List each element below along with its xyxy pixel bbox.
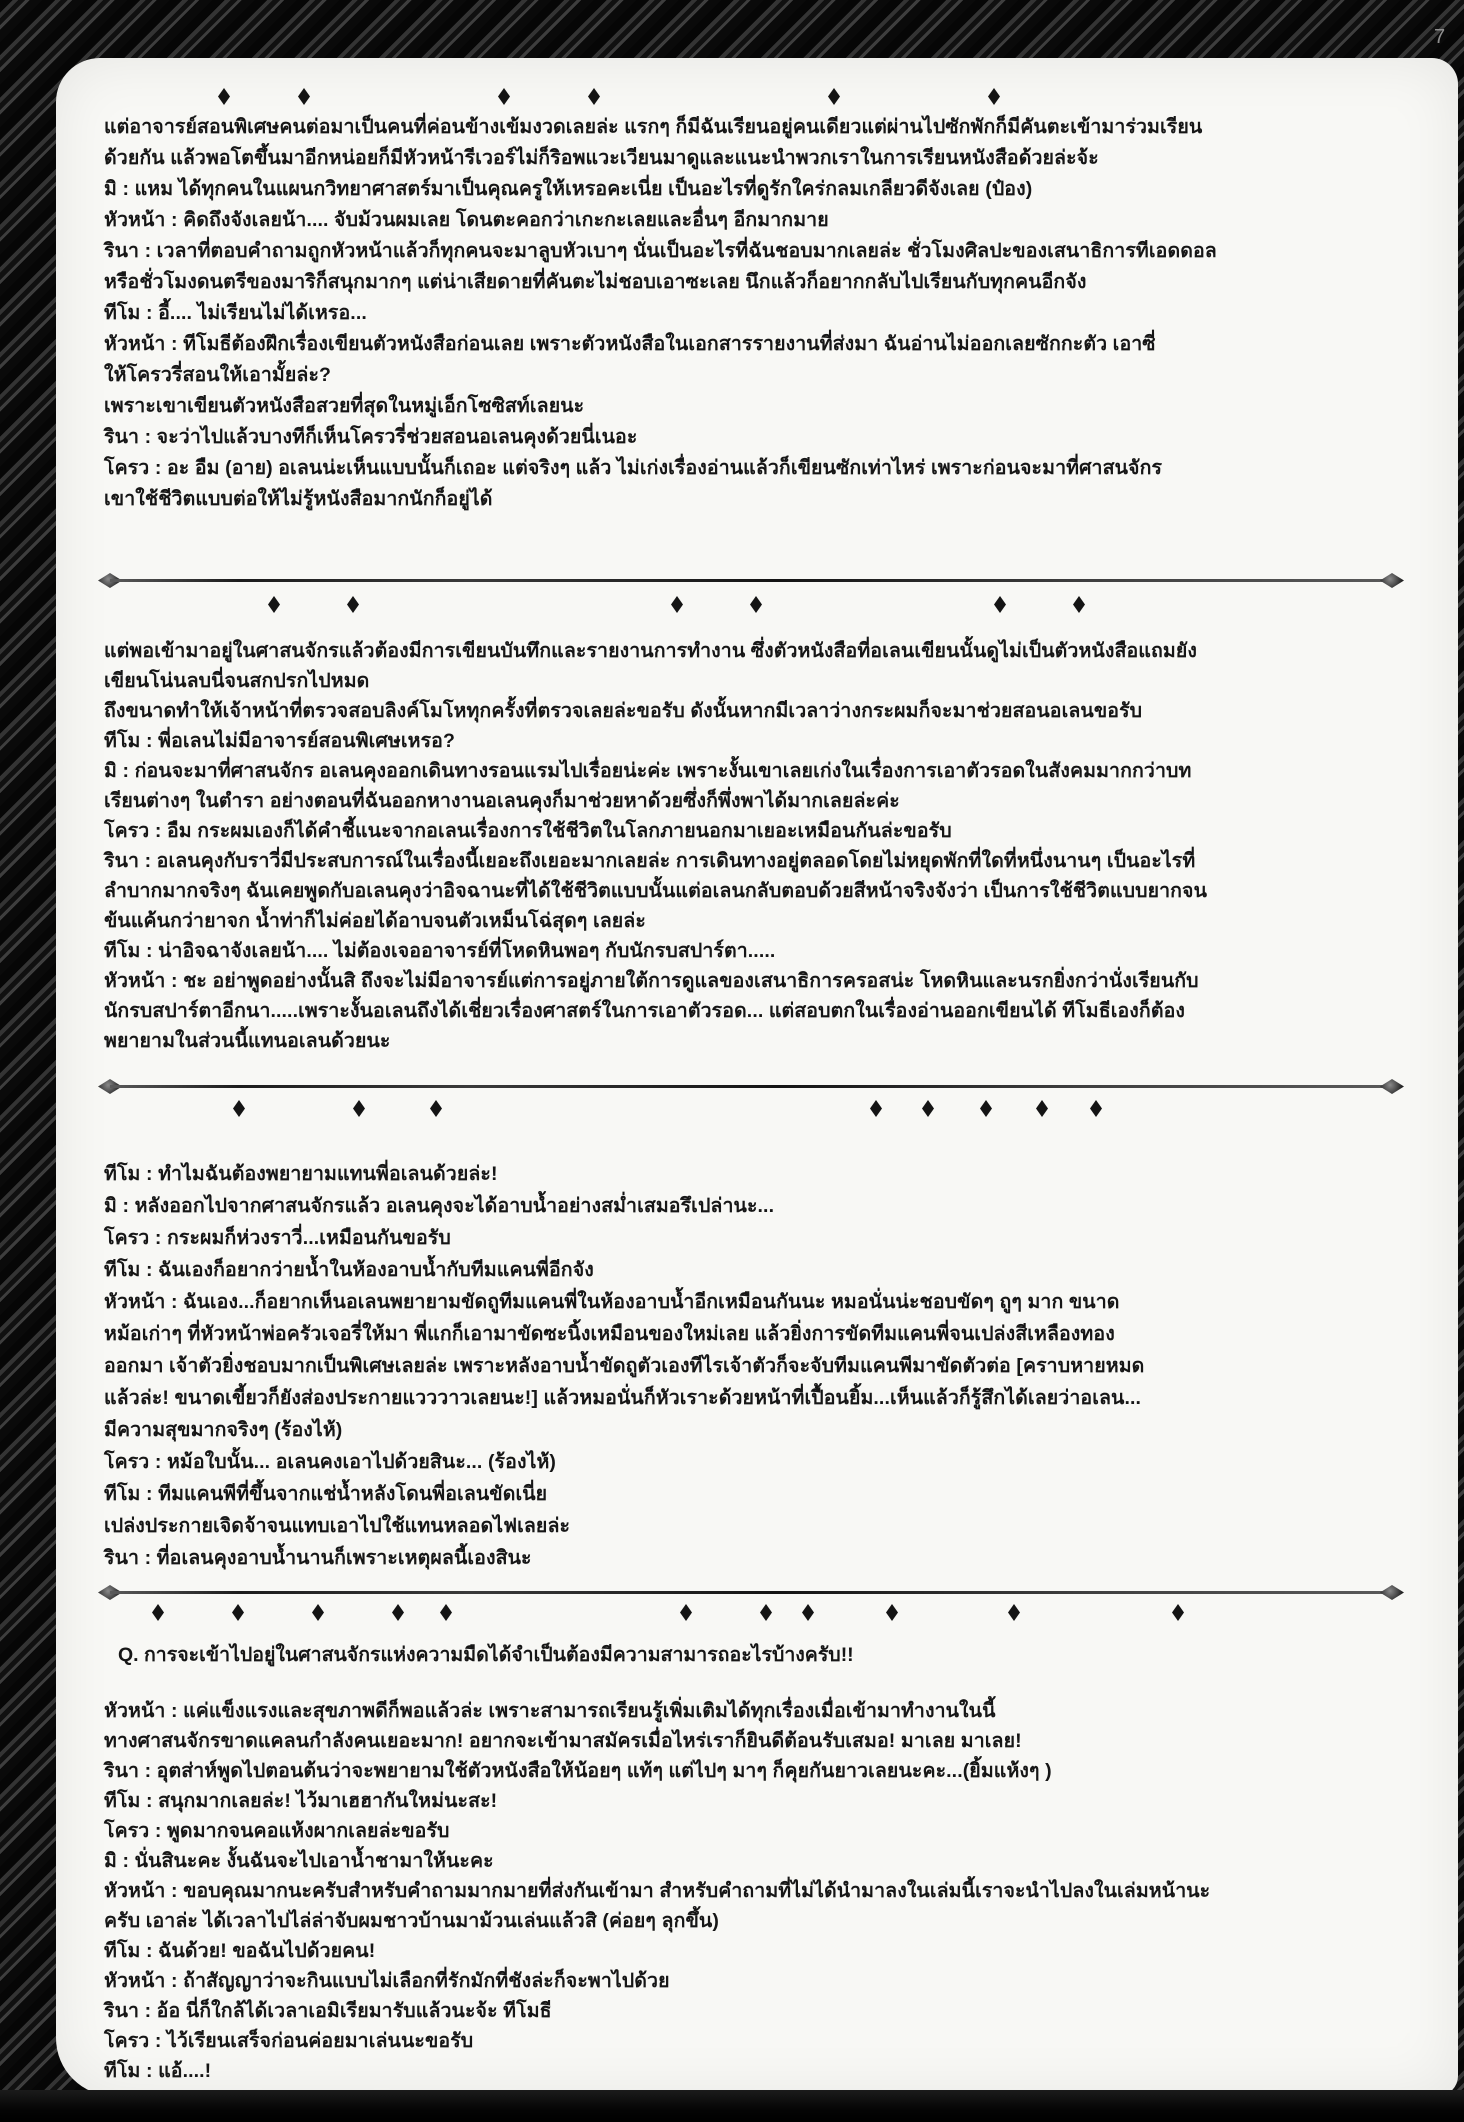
dialog-line: มิ : นั่นสินะคะ งั้นฉันจะไปเอาน้ำชามาให้นะคะ [104, 1850, 494, 1872]
dialog-line: ครับ เอาล่ะ ได้เวลาไปไล่ล่าจับผมชาวบ้านมาม้วนเล่นแล้วสิ (ค่อยๆ ลุกขึ้น) [104, 1910, 719, 1932]
diamond-icon [498, 88, 510, 105]
diamond-icon [994, 596, 1006, 613]
divider-line [110, 1085, 1392, 1088]
dialog-line: แล้วล่ะ! ขนาดเขี้ยวก็ยังส่องประกายแวววาวเลยนะ!] แล้วหมอนั่นก็หัวเราะด้วยหน้าที่เปื้อนยิ้ม...เห็นแล้วก็รู้สึกได้เลยว่าอเลน... [104, 1387, 1141, 1409]
dialog-line: แต่พอเข้ามาอยู่ในศาสนจักรแล้วต้องมีการเขียนบันทึกและรายงานการทำงาน ซึ่งตัวหนังสือที่อเลนเขียนนั้นดูไม่เป็นตัวหนังสือแถมยัง [104, 640, 1197, 662]
dialog-section-2 [104, 636, 1414, 1056]
dialog-section-3 [104, 1158, 1414, 1574]
dialog-line: โครว : อืม กระผมเองก็ได้คำชี้แนะจากอเลนเรื่องการใช้ชีวิตในโลกภายนอกมาเยอะเหมือนกันล่ะขอรับ [104, 820, 952, 842]
dialog-line: มีความสุขมากจริงๆ (ร้องไห้) [104, 1419, 343, 1441]
diamond-row [56, 88, 1458, 106]
dialog-line: ทีโม : ทีมแคนพีที่ขึ้นจากแช่น้ำหลังโดนพี่อเลนขัดเนี่ย [104, 1483, 548, 1505]
dialog-line: รินา : อ้อ นี่ก็ใกล้ได้เวลาเอมิเรียมารับแล้วนะจ้ะ ทีโมธี [104, 2000, 552, 2022]
dialog-line: ทางศาสนจักรขาดแคลนกำลังคนเยอะมาก! อยากจะเข้ามาสมัครเมื่อไหร่เราก็ยินดีต้อนรับเสมอ! มาเลย มาเลย! [104, 1730, 1022, 1752]
diamond-icon [680, 1604, 692, 1621]
diamond-icon [870, 1100, 882, 1117]
diamond-icon [347, 596, 359, 613]
divider-end-icon [1380, 573, 1404, 588]
diamond-row [56, 1100, 1458, 1118]
diamond-icon [760, 1604, 772, 1621]
dialog-line: โครว : กระผมก็ห่วงราวี่...เหมือนกันขอรับ [104, 1227, 451, 1249]
dialog-line: โครว : พูดมากจนคอแห้งผากเลยล่ะขอรับ [104, 1820, 450, 1842]
diamond-icon [671, 596, 683, 613]
dialog-section-1 [104, 112, 1414, 515]
diamond-icon [218, 88, 230, 105]
dialog-section-4 [104, 1640, 1414, 2086]
dialog-line: หัวหน้า : แค่แข็งแรงและสุขภาพดีก็พอแล้วล่ะ เพราะสามารถเรียนรู้เพิ่มเติมได้ทุกเรื่องเมื่อเข้ามาทำงานในนี้ [104, 1700, 996, 1722]
diamond-row [56, 1604, 1458, 1622]
dialog-line: หัวหน้า : ฉันเอง...ก็อยากเห็นอเลนพยายามขัดถูทีมแคนพี่ในห้องอาบน้ำอีกเหมือนกันนะ หมอนั่นน่ะชอบขัดๆ ถูๆ มาก ขนาด [104, 1291, 1120, 1313]
dialog-line: ทีโม : อี้.... ไม่เรียนไม่ได้เหรอ... [104, 302, 367, 324]
dialog-line: โครว : อะ อืม (อาย) อเลนน่ะเห็นแบบนั้นก็เถอะ แต่จริงๆ แล้ว ไม่เก่งเรื่องอ่านแล้วก็เขียนซักเท่าไหร่ เพราะก่อนจะมาที่ศาสนจักร [104, 457, 1163, 479]
dialog-line: รินา : ที่อเลนคุงอาบน้ำนานก็เพราะเหตุผลนี้เองสินะ [104, 1547, 532, 1569]
bottom-edge-bar [0, 2090, 1464, 2122]
dialog-line: ทีโม : ฉันเองก็อยากว่ายน้ำในห้องอาบน้ำกับทีมแคนพี่อีกจัง [104, 1259, 594, 1281]
dialog-line: หัวหน้า : ถ้าสัญญาว่าจะกินแบบไม่เลือกที่รักมักที่ชังล่ะก็จะพาไปด้วย [104, 1970, 670, 1992]
page-panel [56, 58, 1458, 2096]
dialog-line: รินา : อุตส่าห์พูดไปตอนต้นว่าจะพยายามใช้ตัวหนังสือให้น้อยๆ แท้ๆ แต่ไปๆ มาๆ ก็คุยกันยาวเลยนะคะ...(ยิ้มแห้งๆ ) [104, 1760, 1052, 1782]
dialog-line: หัวหน้า : ทีโมธีต้องฝึกเรื่องเขียนตัวหนังสือก่อนเลย เพราะตัวหนังสือในเอกสารรายงานที่ส่งมา ฉันอ่านไม่ออกเลยซักกะตัว เอาซี่ [104, 333, 1156, 355]
diamond-icon [353, 1100, 365, 1117]
dialog-line: หัวหน้า : ขอบคุณมากนะครับสำหรับคำถามมากมายที่ส่งกันเข้ามา สำหรับคำถามที่ไม่ได้นำมาลงในเล่มนี้เราจะนำไปลงในเล่มหน้านะ [104, 1880, 1211, 1902]
diamond-icon [588, 88, 600, 105]
dialog-line: ทีโม : น่าอิจฉาจังเลยน้า.... ไม่ต้องเจออาจารย์ที่โหดหินพอๆ กับนักรบสปาร์ตา..... [104, 940, 776, 962]
dialog-line: โครว : ไว้เรียนเสร็จก่อนค่อยมาเล่นนะขอรับ [104, 2030, 474, 2052]
dialog-line: มิ : หลังออกไปจากศาสนจักรแล้ว อเลนคุงจะได้อาบน้ำอย่างสม่ำเสมอรึเปล่านะ... [104, 1195, 775, 1217]
diamond-icon [922, 1100, 934, 1117]
dialog-line: ถึงขนาดทำให้เจ้าหน้าที่ตรวจสอบลิงค์โมโหทุกครั้งที่ตรวจเลยล่ะขอรับ ดังนั้นหากมีเวลาว่างกระผมก็จะมาช่วยสอนอเลนขอรับ [104, 700, 1143, 722]
diamond-icon [312, 1604, 324, 1621]
diamond-icon [980, 1100, 992, 1117]
page-number: 7 [1434, 26, 1446, 48]
diamond-icon [750, 596, 762, 613]
dialog-line: หัวหน้า : ชะ อย่าพูดอย่างนั้นสิ ถึงจะไม่มีอาจารย์แต่การอยู่ภายใต้การดูแลของเสนาธิการครอสน่ะ โหดหินและนรกยิ่งกว่านั่งเรียนกับ [104, 970, 1199, 992]
dialog-line: เรียนต่างๆ ในตำรา อย่างตอนที่ฉันออกหางานอเลนคุงก็มาช่วยหาด้วยซึ่งก็พึ่งพาได้มากเลยล่ะค่ะ [104, 790, 900, 812]
dialog-line: หม้อเก่าๆ ที่หัวหน้าพ่อครัวเจอรี่ให้มา พี่แกก็เอามาขัดซะนิ้งเหมือนของใหม่เลย แล้วยิ่งการขัดทีมแคนพี่จนเปล่งสีเหลืองทอง [104, 1323, 1115, 1345]
divider-end-icon [1380, 1079, 1404, 1094]
dialog-line: เขาใช้ชีวิตแบบต่อให้ไม่รู้หนังสือมากนักก็อยู่ได้ [104, 488, 493, 510]
diamond-icon [1090, 1100, 1102, 1117]
diamond-icon [1172, 1604, 1184, 1621]
diamond-icon [392, 1604, 404, 1621]
dialog-line: ออกมา เจ้าตัวยิ่งชอบมากเป็นพิเศษเลยล่ะ เพราะหลังอาบน้ำขัดถูตัวเองทีไรเจ้าตัวก็จะจับทีมแคนพีมาขัดตัวต่อ [คราบหายหมด [104, 1355, 1145, 1377]
diamond-icon [298, 88, 310, 105]
dialog-line: ให้โครวรี่สอนให้เอามั้ยล่ะ? [104, 364, 332, 386]
diamond-icon [828, 88, 840, 105]
diamond-icon [232, 1604, 244, 1621]
divider-line [110, 579, 1392, 582]
diamond-icon [152, 1604, 164, 1621]
dialog-line: หัวหน้า : คิดถึงจังเลยน้า.... จับม้วนผมเลย โดนตะคอกว่าเกะกะเลยและอื่นๆ อีกมากมาย [104, 209, 829, 231]
dialog-line: นักรบสปาร์ตาอีกนา.....เพราะงั้นอเลนถึงได้เชี่ยวเรื่องศาสตร์ในการเอาตัวรอด... แต่สอบตกในเรื่องอ่านออกเขียนได้ ทีโมธีเองก็ต้อง [104, 1000, 1186, 1022]
dialog-line: รินา : จะว่าไปแล้วบางทีก็เห็นโครวรี่ช่วยสอนอเลนคุงด้วยนี่เนอะ [104, 426, 638, 448]
diamond-row [56, 596, 1458, 614]
dialog-line: เปล่งประกายเจิดจ้าจนแทบเอาไปใช้แทนหลอดไฟเลยล่ะ [104, 1515, 571, 1537]
dialog-line: เขียนโน่นลบนี่จนสกปรกไปหมด [104, 670, 370, 692]
question-line: Q. การจะเข้าไปอยู่ในศาสนจักรแห่งความมืดได้จำเป็นต้องมีความสามารถอะไรบ้างครับ!! [118, 1644, 854, 1666]
dialog-line: เพราะเขาเขียนตัวหนังสือสวยที่สุดในหมู่เอ็กโซซิสท์เลยนะ [104, 395, 585, 417]
section-divider [98, 1078, 1404, 1094]
dialog-line: ทีโม : พี่อเลนไม่มีอาจารย์สอนพิเศษเหรอ? [104, 730, 455, 752]
dialog-line: ข้นแค้นกว่ายาจก น้ำท่าก็ไม่ค่อยได้อาบจนตัวเหม็นโฉ่สุดๆ เลยล่ะ [104, 910, 646, 932]
dialog-line: รินา : เวลาที่ตอบคำถามถูกหัวหน้าแล้วก็ทุกคนจะมาลูบหัวเบาๆ นั่นเป็นอะไรที่ฉันชอบมากเลยล่ะ ชั่วโมงศิลปะของเสนาธิการทีเอดดอล [104, 240, 1217, 262]
dialog-line: รินา : อเลนคุงกับราวี่มีประสบการณ์ในเรื่องนี้เยอะถึงเยอะมากเลยล่ะ การเดินทางอยู่ตลอดโดยไม่หยุดพักที่ใดที่หนึ่งนานๆ เป็นอะไรที่ [104, 850, 1196, 872]
diamond-icon [1073, 596, 1085, 613]
diamond-icon [886, 1604, 898, 1621]
dialog-line: ทีโม : แอ้....! [104, 2060, 212, 2082]
diamond-icon [440, 1604, 452, 1621]
dialog-line: พยายามในส่วนนี้แทนอเลนด้วยนะ [104, 1030, 391, 1052]
diamond-icon [1008, 1604, 1020, 1621]
dialog-line: หรือชั่วโมงดนตรีของมาริก็สนุกมากๆ แต่น่าเสียดายที่คันตะไม่ชอบเอาซะเลย นึกแล้วก็อยากกลับไปเรียนกับทุกคนอีกจัง [104, 271, 1087, 293]
dialog-line: ทีโม : ทำไมฉันต้องพยายามแทนพี่อเลนด้วยล่ะ! [104, 1163, 498, 1185]
section-divider [98, 572, 1404, 588]
diamond-icon [233, 1100, 245, 1117]
diamond-icon [1036, 1100, 1048, 1117]
diamond-icon [430, 1100, 442, 1117]
section-divider [98, 1584, 1404, 1600]
dialog-line: โครว : หม้อใบนั้น... อเลนคงเอาไปด้วยสินะ... (ร้องไห้) [104, 1451, 557, 1473]
diamond-icon [268, 596, 280, 613]
diamond-icon [802, 1604, 814, 1621]
dialog-line: ลำบากมากจริงๆ ฉันเคยพูดกับอเลนคุงว่าอิจฉานะที่ได้ใช้ชีวิตแบบนั้นแต่อเลนกลับตอบด้วยสีหน้าจริงจังว่า เป็นการใช้ชีวิตแบบยากจน [104, 880, 1208, 902]
divider-end-icon [1380, 1585, 1404, 1600]
dialog-line: มิ : แหม ได้ทุกคนในแผนกวิทยาศาสตร์มาเป็นคุณครูให้เหรอคะเนี่ย เป็นอะไรที่ดูรักใคร่กลมเกลียวดีจังเลย (ป๋อง) [104, 178, 1033, 200]
dialog-line: มิ : ก่อนจะมาที่ศาสนจักร อเลนคุงออกเดินทางรอนแรมไปเรื่อยน่ะค่ะ เพราะงั้นเขาเลยเก่งในเรื่องการเอาตัวรอดในสังคมมากกว่าบท [104, 760, 1192, 782]
divider-line [110, 1591, 1392, 1594]
dialog-line: ทีโม : ฉันด้วย! ขอฉันไปด้วยคน! [104, 1940, 376, 1962]
dialog-line: แต่อาจารย์สอนพิเศษคนต่อมาเป็นคนที่ค่อนข้างเข้มงวดเลยล่ะ แรกๆ ก็มีฉันเรียนอยู่คนเดียวแต่ผ่านไปซักพักก็มีคันตะเข้ามาร่วมเรียน [104, 116, 1203, 138]
dialog-line: ด้วยกัน แล้วพอโตขึ้นมาอีกหน่อยก็มีหัวหน้ารีเวอร์ไม่ก็ริอพแวะเวียนมาดูและแนะนำพวกเราในการเรียนหนังสือด้วยล่ะจ้ะ [104, 147, 1099, 169]
diamond-icon [988, 88, 1000, 105]
dialog-line: ทีโม : สนุกมากเลยล่ะ! ไว้มาเฮฮากันใหม่นะสะ! [104, 1790, 498, 1812]
